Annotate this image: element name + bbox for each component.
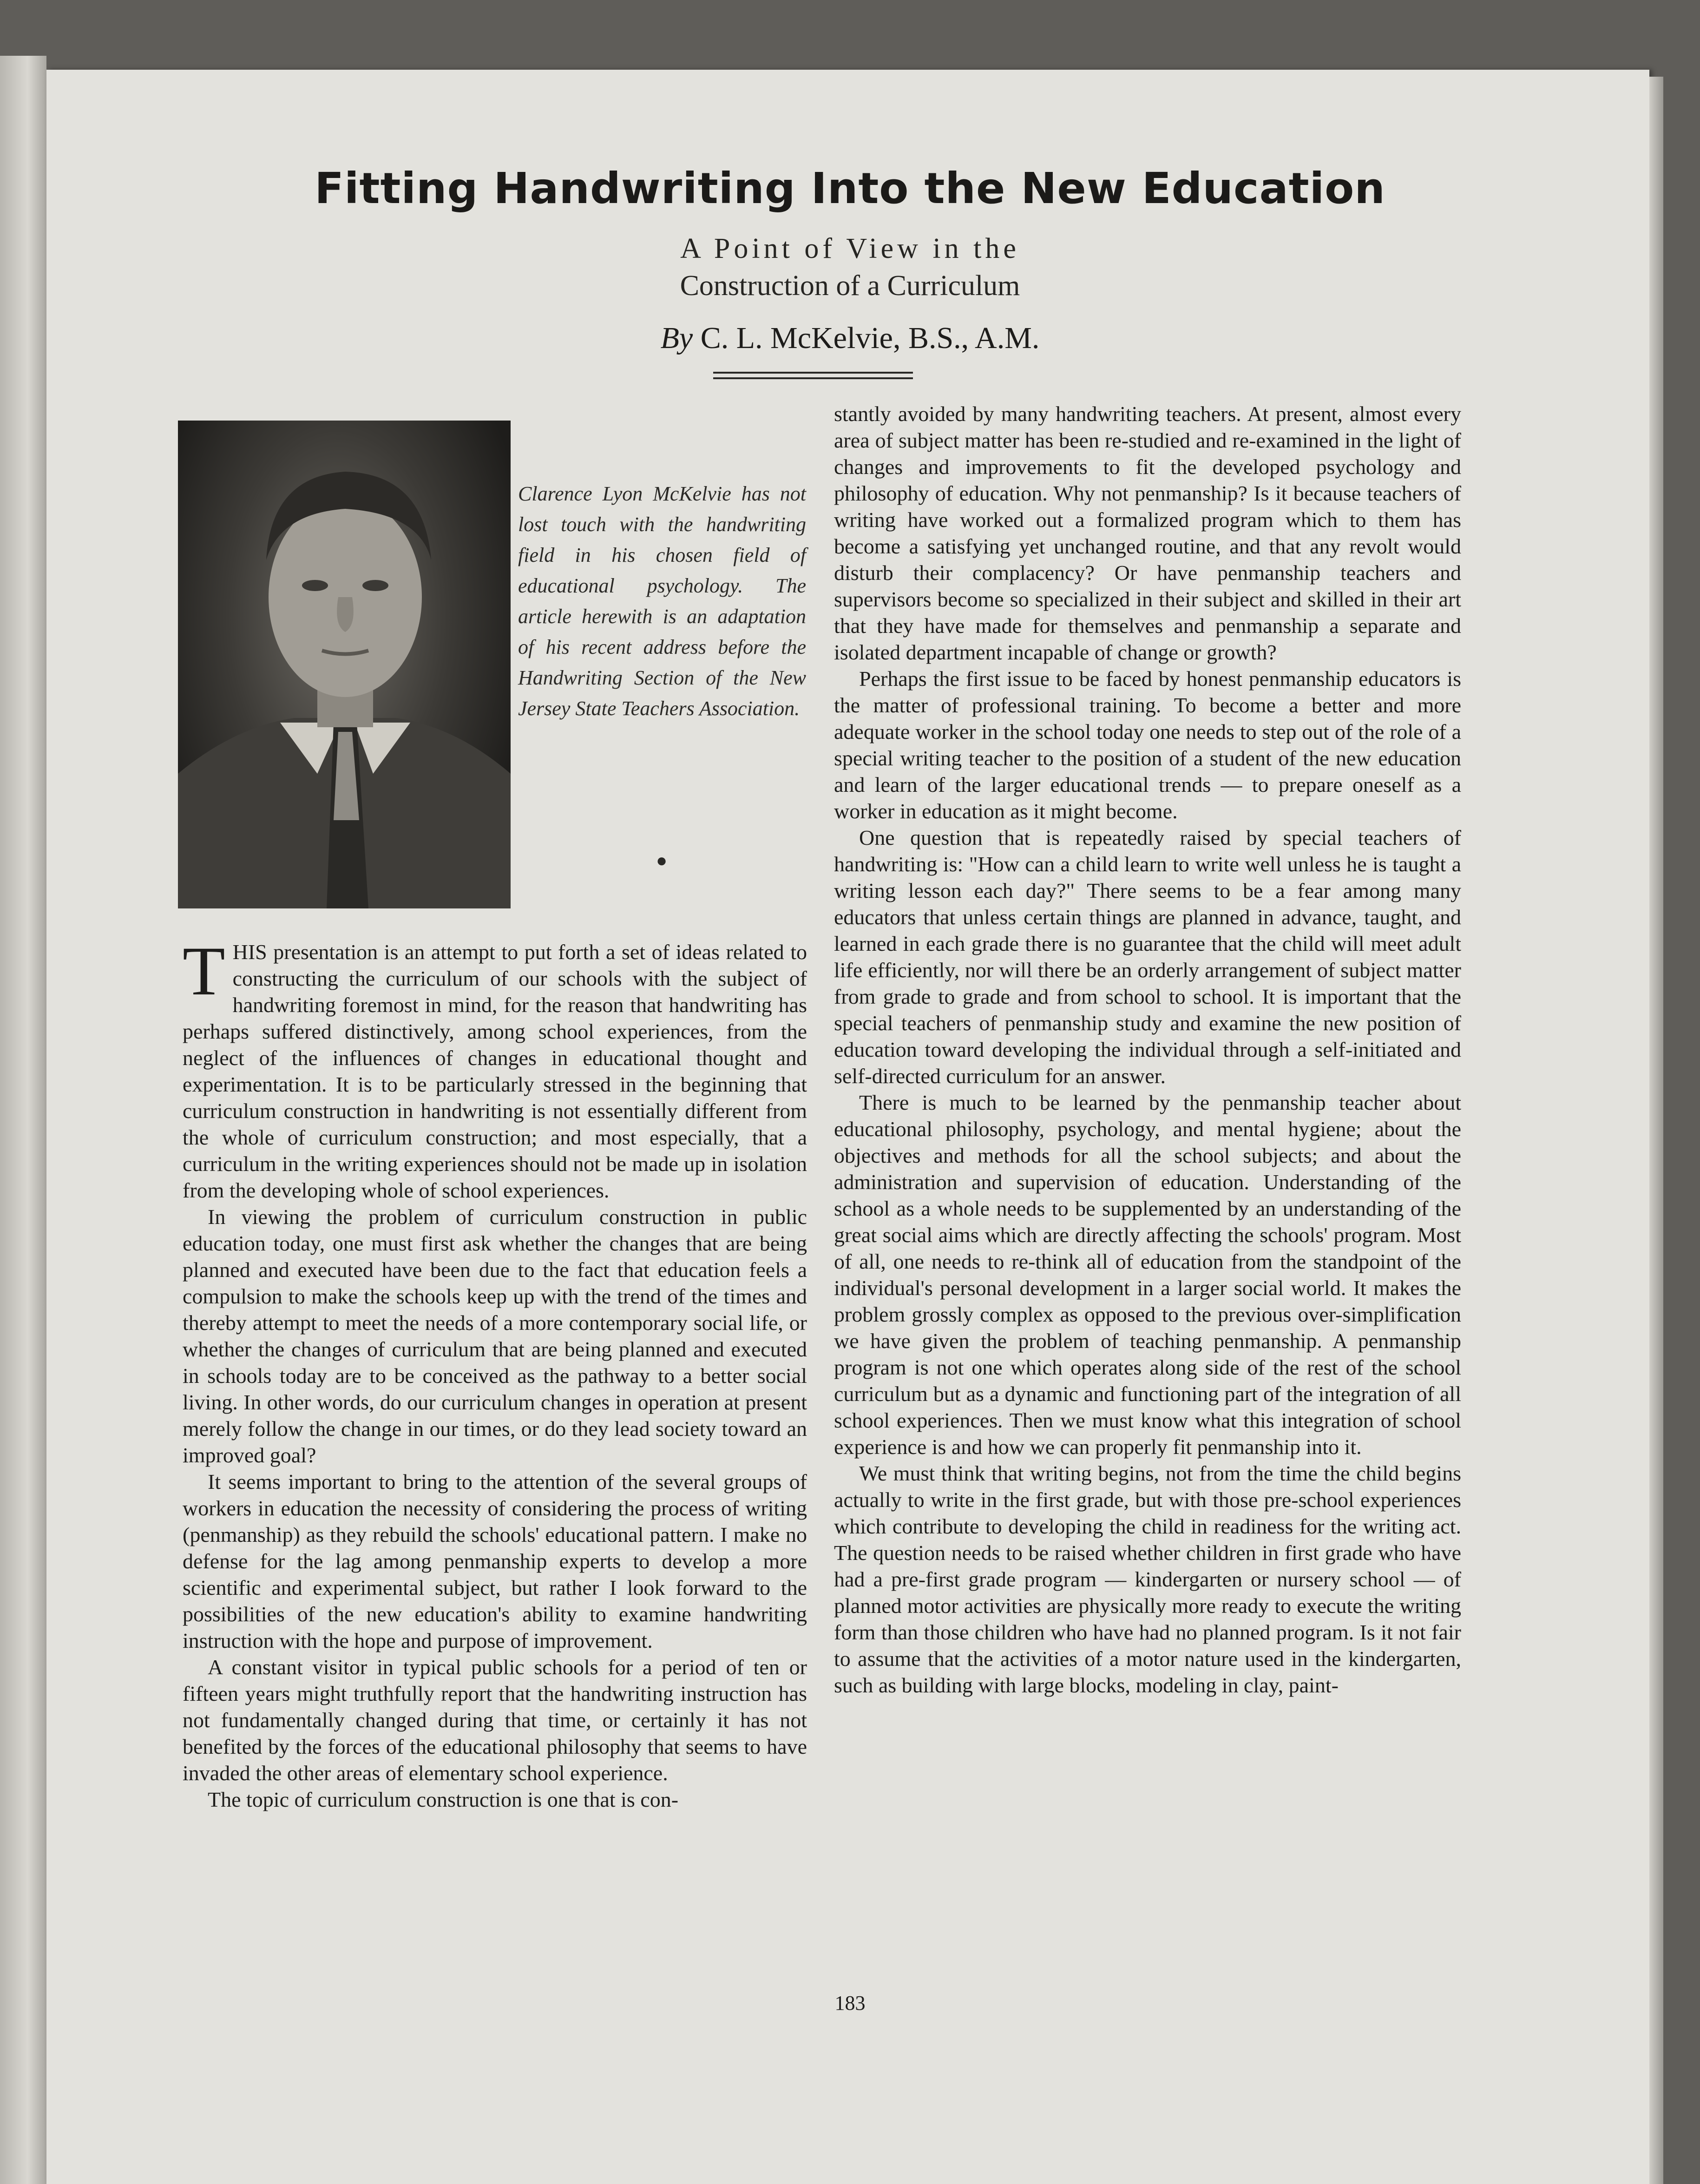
drop-cap: T — [183, 933, 225, 1010]
right-paragraph-2: Perhaps the first issue to be faced by honest penmanship educators is the matter of professional training. To become a better and more adequate worker in the school today one needs to step out of the role of a special writing teacher to the position of a student of the new education and learn of the larger educational trends — to prepare oneself as a worker in education as it might become. — [834, 667, 1461, 823]
right-paragraph-3: One question that is repeatedly raised by special teachers of handwriting is: "How can a child learn to write well unless he is taught a writing lesson each day?" There seems to be a fear among many educators that unless certain things are planned in advance, taught, and learned in each grade there is no guarantee that the child will meet adult life efficiently, nor will there be an orderly arrangement of subject matter from grade to grade and from school to school. It is important that the special teachers of penmanship study and examine the new position of education toward developing the individual through a self-initiated and self-directed curriculum for an answer. — [834, 826, 1461, 1088]
left-paragraph-3: It seems important to bring to the attention of the several groups of workers in education the necessity of considering the process of writing (penmanship) as they rebuild the schools' educational pattern. I make no defense for the lag among penmanship experts to develop a more scientific and experimental subject, but rather I look forward to the possibilities of the new education's ability to examine handwriting instruction with the hope and purpose of improvement. — [183, 1470, 807, 1652]
photo-caption: Clarence Lyon McKelvie has not lost touch with the handwriting field in his chosen field of educational psychology. The article herewith is an adaptation of his recent address before the Handwriting Section of the New Jersey State Teachers Association. — [518, 482, 806, 720]
caption-bullet: ● — [656, 850, 668, 871]
facing-page-edge — [0, 56, 46, 2184]
right-column — [834, 401, 1461, 1698]
article-subtitle-line2: Construction of a Curriculum — [680, 270, 1020, 302]
left-column — [183, 933, 807, 1813]
right-paragraph-4: There is much to be learned by the penmanship teacher about educational philosophy, psychology, and mental hygiene; about the objectives and methods for all the school subjects; and about the administration and supervision of education. Understanding of the school as a whole needs to be supplemented by an understanding of the great social aims which are directly affecting the schools' program. Most of all, one needs to re-think all of education from the standpoint of the individual's personal development in a larger social world. It makes the problem grossly complex as opposed to the previous over-simplification we have given the problem of teaching penmanship. A penmanship program is not one which operates along side of the rest of the school curriculum but as a dynamic and functioning part of the integration of all school experiences. Then we must know what this integration of school experience is and how we can properly fit penmanship into it. — [834, 1091, 1461, 1459]
article-subtitle-line1: A Point of View in the — [680, 233, 1020, 264]
author-name: C. L. McKelvie, B.S., A.M. — [700, 321, 1040, 355]
left-paragraph-1-text: HIS presentation is an attempt to put forth a set of ideas related to constructing the curriculum of our schools with the subject of handwriting foremost in mind, for the reason that handwriting has perhaps suffered distinctively, among school experiences, from the neglect of the influences of changes in educational thought and experimentation. It is to be particularly stressed in the beginning that curriculum construction in handwriting is not essentially different from the whole of curriculum construction; and most especially, that a curriculum in the writing experiences should not be made up in isolation from the developing whole of school experiences. — [183, 940, 807, 1202]
title-rule-upper — [713, 372, 913, 374]
left-paragraph-1 — [183, 933, 807, 1204]
right-paragraph-5: We must think that writing begins, not from the time the child begins actually to write in the first grade, but with those pre-school experiences which contribute to developing the child in readiness for the writing act. The question needs to be raised whether children in first grade who have had a pre-first grade program — kindergarten or nursery school — of planned motor activities are physically more ready to execute the writing form than those children who have had no planned program. Is it not fair to assume that the activities of a motor nature used in the kindergarten, such as building with large blocks, modeling in clay, paint- — [834, 1461, 1461, 1697]
article-title: Fitting Handwriting Into the New Education — [315, 164, 1385, 213]
left-paragraph-2: In viewing the problem of curriculum construction in public education today, one must first ask whether the changes that are being planned and executed have been due to the fact that education feels a compulsion to make the schools keep up with the trend of the times and thereby attempt to meet the needs of a more contemporary social life, or whether the changes of curriculum that are being planned and executed in schools today are to be conceived as the pathway to a better social living. In other words, do our curriculum changes in operation at present merely follow the change in our times, or do they lead society toward an improved goal? — [183, 1205, 807, 1467]
left-paragraph-5: The topic of curriculum construction is one that is con- — [208, 1788, 679, 1811]
page-stack-edge — [1649, 77, 1663, 2184]
byline-prefix: By — [660, 321, 693, 355]
right-paragraph-1: stantly avoided by many handwriting teachers. At present, almost every area of subject matter has been re-studied and re-examined in the light of changes and improvements to fit the developed psychology and philosophy of education. Why not penmanship? Is it because teachers of writing have worked out a formalized program which to them has become a satisfying yet unchanged routine, and that any revolt would disturb their complacency? Or have penmanship teachers and supervisors become so specialized in their subject and skilled in their art that they have made for themselves and penmanship a separate and isolated department incapable of change or growth? — [834, 402, 1461, 664]
portrait-illustration — [178, 421, 511, 908]
author-portrait-photo — [178, 421, 511, 908]
byline — [0, 321, 1700, 356]
title-rule-lower — [713, 377, 913, 379]
left-paragraph-4: A constant visitor in typical public schools for a period of ten or fifteen years might truthfully report that the handwriting instruction has not fundamentally changed during that time, or certainly it has not benefited by the forces of the educational philosophy that seems to have invaded the other areas of elementary school experience. — [183, 1655, 807, 1785]
page-number: 183 — [834, 1992, 866, 2014]
